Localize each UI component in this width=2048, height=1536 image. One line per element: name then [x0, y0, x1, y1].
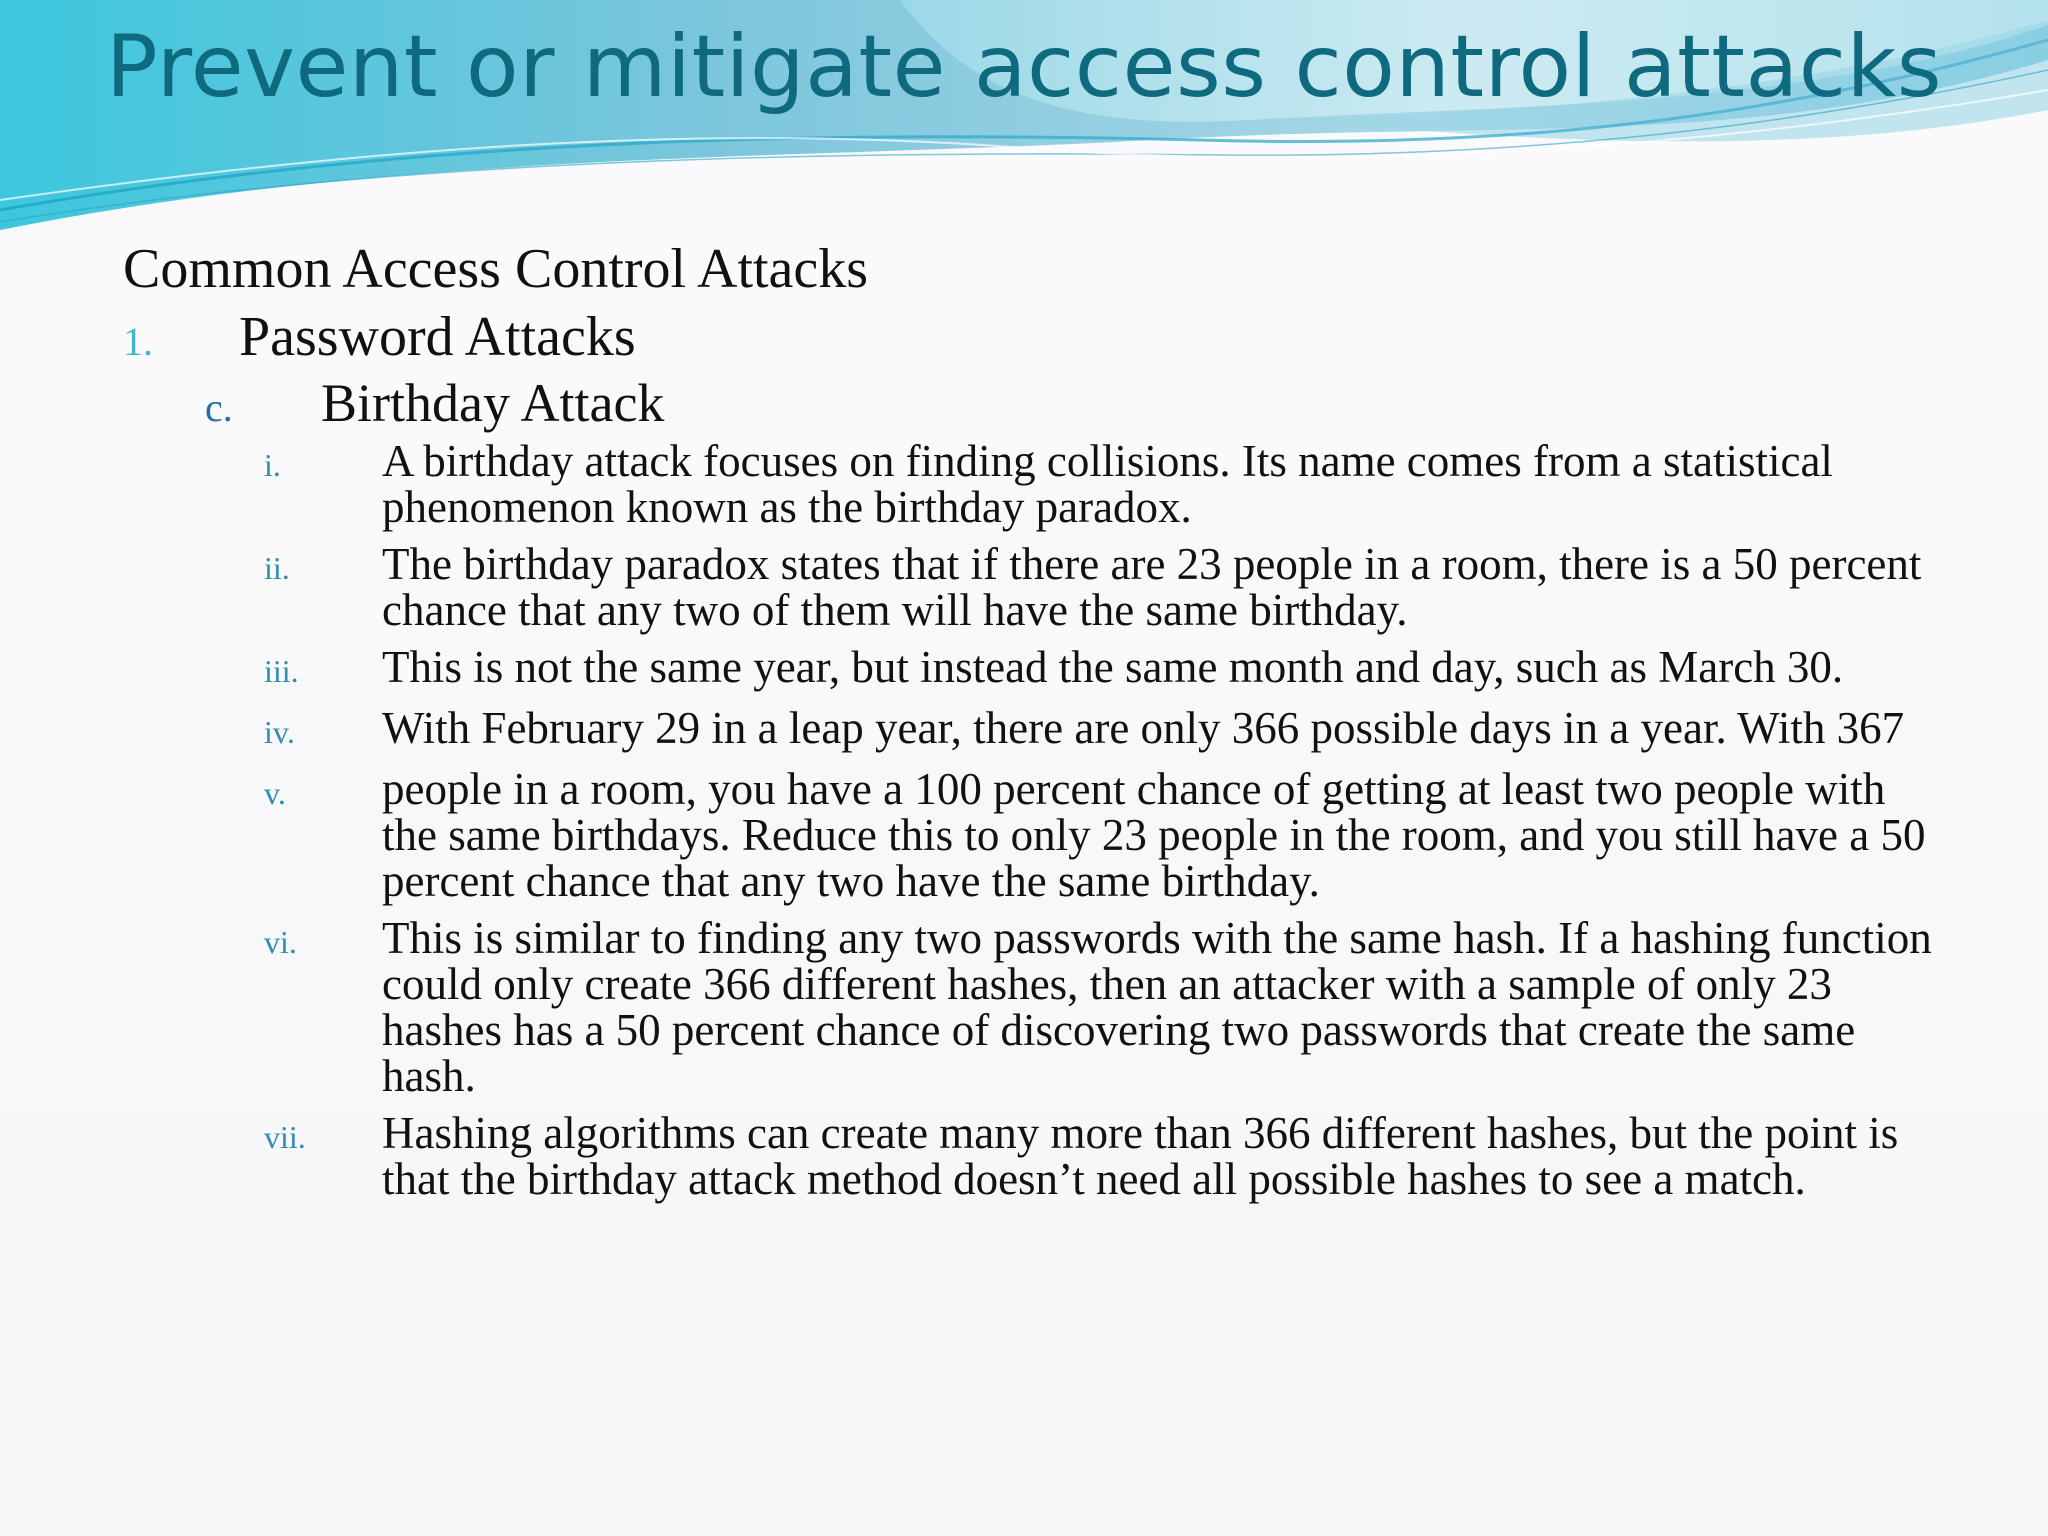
list-level2-label: Birthday Attack: [321, 373, 665, 433]
list-item: [264, 1110, 1944, 1202]
slide-title: Prevent or mitigate access control attacks: [105, 17, 1943, 117]
bullet-list: [264, 438, 1944, 1213]
list-marker: ii.: [264, 550, 290, 586]
list-item: [264, 766, 1944, 904]
list-item-text: With February 29 in a leap year, there are only 366 possible days in a year. With 367: [382, 703, 1905, 753]
list-item-text: This is not the same year, but instead the same month and day, such as March 30.: [382, 642, 1844, 692]
list-item-text: Hashing algorithms can create many more than 366 different hashes, but the point is that the birthday attack method doesn’t need all possible hashes to see a match.: [382, 1108, 1899, 1204]
list-marker: vi.: [264, 924, 297, 960]
list-level2-item: [205, 370, 1905, 436]
list-marker: c.: [205, 385, 233, 430]
list-item: [264, 644, 1944, 694]
list-marker: iii.: [264, 653, 299, 689]
list-item: [264, 705, 1944, 755]
list-item-text: people in a room, you have a 100 percent chance of getting at least two people with the same birthdays. Reduce this to only 23 people in the room, and you still have a 50 percent chance that any two have the same birthday.: [382, 764, 1926, 906]
list-marker: i.: [264, 447, 281, 483]
list-item-text: This is similar to finding any two passwords with the same hash. If a hashing function could only create 366 different hashes, then an attacker with a sample of only 23 hashes has a 50 percent chance of discovering two passwords that create the same hash.: [382, 913, 1932, 1101]
list-marker: 1.: [123, 319, 153, 364]
list-level1-item: [123, 304, 1923, 370]
list-item-text: The birthday paradox states that if there are 23 people in a room, there is a 50 percent chance that any two of them will have the same birthday.: [382, 539, 1922, 635]
list-marker: iv.: [264, 714, 295, 750]
list-marker: vii.: [264, 1119, 306, 1155]
list-level1-label: Password Attacks: [239, 306, 636, 368]
section-heading: Common Access Control Attacks: [123, 238, 869, 300]
list-marker: v.: [264, 775, 286, 811]
list-item: [264, 541, 1944, 633]
list-item: [264, 438, 1944, 530]
list-item: [264, 915, 1944, 1099]
list-item-text: A birthday attack focuses on finding collisions. Its name comes from a statistical phenomenon known as the birthday paradox.: [382, 436, 1833, 532]
